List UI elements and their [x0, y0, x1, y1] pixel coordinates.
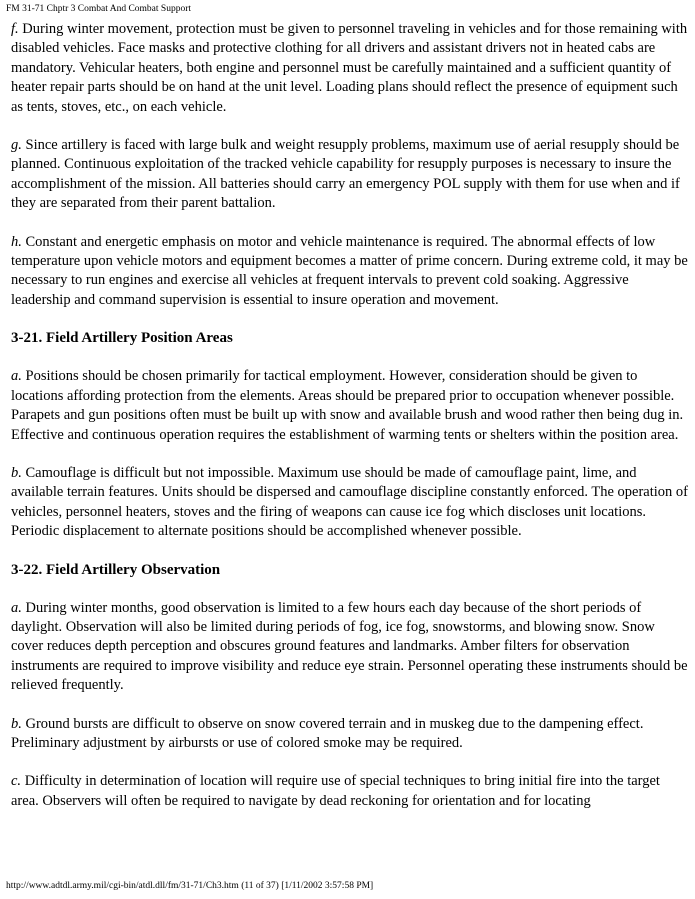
paragraph-text: Since artillery is faced with large bulk and weight resupply problems, maximum use of aerial resupply should be planned. Continuous exploitation of the tracked vehicle capability for resupply purposes is necessary to insure the accomplishment of the mission. All batteries should carry an emergency POL supply with them for use when and if they are separated from their parent battalion.	[11, 137, 680, 212]
paragraph-text: Constant and energetic emphasis on motor and vehicle maintenance is required. The abnormal effects of low temperature upon vehicle motors and equipment becomes a matter of prime concern. During extreme cold, it may be necessary to run engines and exercise all vehicles at frequent intervals to prevent cold soaking. Aggressive leadership and command supervision is essential to insure operation and movement.	[11, 233, 688, 308]
paragraph-marker: g.	[11, 137, 22, 154]
paragraph-marker: a.	[11, 368, 22, 385]
paragraph-3-22-b	[11, 715, 689, 754]
paragraph-text: During winter movement, protection must be given to personnel traveling in vehicles and for those remaining with disabled vehicles. Face masks and protective clothing for all drivers and assistant drivers not in heated cabs are mandatory. Vehicular heaters, both engine and personnel must be carefully maintained and a sufficient quantity of heater repair parts should be on hand at the unit level. Loading plans should reflect the presence of equipment such as tents, stoves, etc., on each vehicle.	[11, 21, 688, 115]
paragraph-text: Ground bursts are difficult to observe on snow covered terrain and in muskeg due to the dampening effect. Preliminary adjustment by airbursts or use of colored smoke may be required.	[11, 715, 644, 751]
paragraph-marker: b.	[11, 464, 22, 481]
section-heading-3-22: 3-22. Field Artillery Observation	[11, 561, 221, 578]
page-header: FM 31-71 Chptr 3 Combat And Combat Support	[6, 4, 191, 14]
paragraph-marker: b.	[11, 715, 22, 732]
paragraph-g	[11, 136, 689, 214]
paragraph-h	[11, 233, 689, 311]
document-body	[11, 20, 689, 830]
paragraph-text: Camouflage is difficult but not impossible. Maximum use should be made of camouflage paint, lime, and available terrain features. Units should be dispersed and camouflage discipline constantly enforced. The operation of vehicles, personnel heaters, stoves and the firing of weapons can cause ice fog which discloses unit locations. Periodic displacement to alternate positions should be accomplished whenever possible.	[11, 464, 688, 540]
paragraph-3-22-c	[11, 772, 689, 811]
paragraph-text: Difficulty in determination of location will require use of special techniques to bring initial fire into the target area. Observers will often be required to navigate by dead reckoning for orientation and for locating	[11, 773, 660, 809]
paragraph-3-21-b	[11, 464, 689, 542]
paragraph-3-21-a	[11, 367, 689, 445]
paragraph-marker: c.	[11, 773, 22, 790]
paragraph-marker: f.	[11, 21, 19, 37]
page-footer-url: http://www.adtdl.army.mil/cgi-bin/atdl.dll/fm/31-71/Ch3.htm (11 of 37) [1/11/2002 3:57:58 PM]	[6, 881, 374, 891]
paragraph-text: Positions should be chosen primarily for tactical employment. However, consideration should be given to locations affording protection from the elements. Areas should be prepared prior to occupation whenever possible. Parapets and gun positions often must be built up with snow and available brush and wood rather then being dug in. Effective and continuous operation requires the establishment of warming tents or shelters within the position area.	[11, 368, 684, 443]
paragraph-text: During winter months, good observation is limited to a few hours each day because of the short periods of daylight. Observation will also be limited during periods of fog, ice fog, snowstorms, and blowing snow. Snow cover reduces depth perception and obscures ground features and landmarks. Amber filters for observation instruments are required to improve visibility and reduce eye strain. Personnel operating these instruments should be relieved frequently.	[11, 599, 688, 694]
paragraph-marker: h.	[11, 233, 22, 250]
paragraph-3-22-a	[11, 599, 689, 696]
section-heading-3-21: 3-21. Field Artillery Position Areas	[11, 330, 233, 347]
paragraph-f	[11, 20, 689, 117]
paragraph-marker: a.	[11, 599, 22, 616]
